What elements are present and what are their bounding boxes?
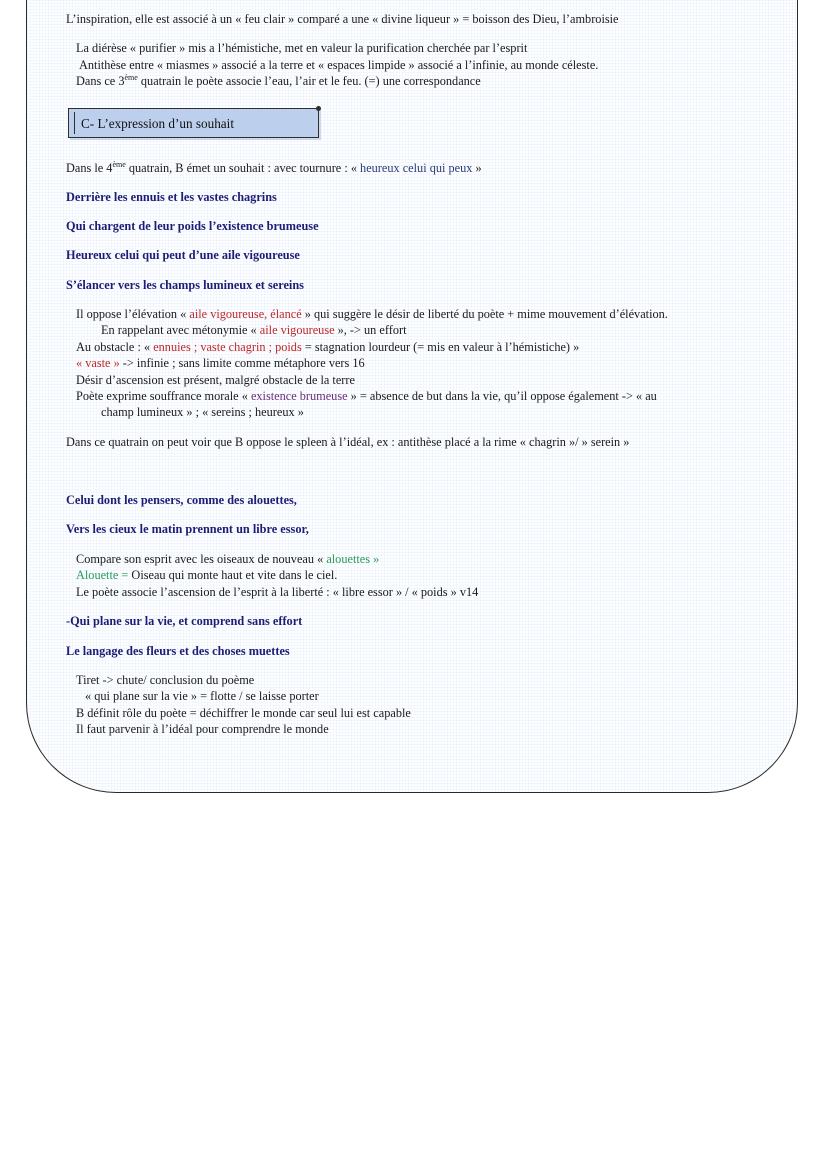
text-line: Poète exprime souffrance morale « existence brumeuse » = absence de but dans la vie, qu’il oppose également -> « au: [76, 389, 657, 403]
verse-line: Celui dont les pensers, comme des alouettes,: [66, 493, 297, 507]
verse-line: S’élancer vers les champs lumineux et sereins: [66, 278, 304, 292]
verse-line: Qui chargent de leur poids l’existence brumeuse: [66, 219, 319, 233]
text-line: Il faut parvenir à l’idéal pour comprendre le monde: [76, 722, 329, 736]
section-title: C- L’expression d’un souhait: [81, 116, 234, 131]
text-line: Antithèse entre « miasmes » associé a la terre et « espaces limpide » associé a l’infinie, au monde céleste.: [79, 58, 599, 72]
text-line: Dans le 4ème quatrain, B émet un souhait : avec tournure : « heureux celui qui peux »: [66, 160, 482, 175]
section-heading-box: [68, 108, 319, 138]
text-line: B définit rôle du poète = déchiffrer le monde car seul lui est capable: [76, 706, 411, 720]
text-line: Alouette = Oiseau qui monte haut et vite dans le ciel.: [76, 568, 338, 582]
text-line: Désir d’ascension est présent, malgré obstacle de la terre: [76, 373, 355, 387]
text-line: Au obstacle : « ennuies ; vaste chagrin ; poids = stagnation lourdeur (= mis en valeur à l’hémistiche) »: [76, 340, 580, 354]
verse-line: Heureux celui qui peut d’une aile vigoureuse: [66, 248, 300, 262]
text-line: Dans ce quatrain on peut voir que B oppose le spleen à l’idéal, ex : antithèse placé a la rime « chagrin »/ » serein »: [66, 435, 630, 449]
text-line: Compare son esprit avec les oiseaux de nouveau « alouettes »: [76, 552, 380, 566]
text-line: Dans ce 3ème quatrain le poète associe l’eau, l’air et le feu. (=) une correspondance: [76, 73, 481, 88]
text-line: « vaste » -> infinie ; sans limite comme métaphore vers 16: [76, 356, 365, 370]
text-line: « qui plane sur la vie » = flotte / se laisse porter: [85, 689, 319, 703]
text-line: Tiret -> chute/ conclusion du poème: [76, 673, 255, 687]
text-line: champ lumineux » ; « sereins ; heureux »: [101, 405, 304, 419]
text-line: La diérèse « purifier » mis a l’hémistiche, met en valeur la purification cherchée par l’esprit: [76, 41, 528, 55]
text-line: L’inspiration, elle est associé à un « feu clair » comparé a une « divine liqueur » = boisson des Dieu, l’ambroisie: [66, 12, 619, 26]
verse-line: -Qui plane sur la vie, et comprend sans effort: [66, 614, 303, 628]
text-line: En rappelant avec métonymie « aile vigoureuse », -> un effort: [101, 323, 407, 337]
text-line: Il oppose l’élévation « aile vigoureuse, élancé » qui suggère le désir de liberté du poète + mime mouvement d’élévation.: [76, 307, 668, 321]
text-line: Le poète associe l’ascension de l’esprit à la liberté : « libre essor » / « poids » v14: [76, 585, 479, 599]
verse-line: Vers les cieux le matin prennent un libre essor,: [66, 522, 309, 536]
verse-line: Le langage des fleurs et des choses muettes: [66, 644, 290, 658]
verse-line: Derrière les ennuis et les vastes chagrins: [66, 190, 277, 204]
